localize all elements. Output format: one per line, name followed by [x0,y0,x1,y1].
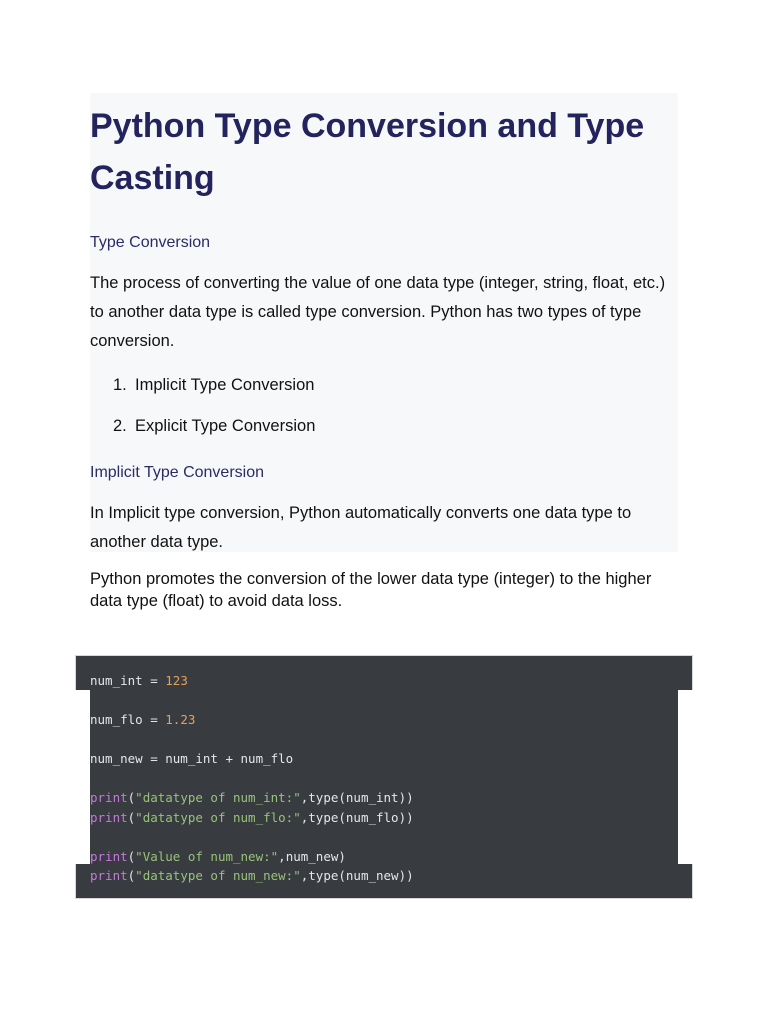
section-heading-type-conversion: Type Conversion [90,234,211,251]
code-line [90,749,414,769]
code-token: print [90,809,128,825]
code-token: ,type(num_new)) [300,868,414,883]
code-line [90,808,414,828]
code-token: num_new = num_int + num_flo [90,751,294,766]
code-token: "datatype of num_int:" [135,790,301,805]
code-token: num_int = [90,673,166,688]
code-token: 1.23 [165,712,196,727]
code-token: ,type(num_int)) [300,790,414,805]
page-title: Python Type Conversion and Type Casting [90,107,645,197]
list-item-label: Implicit Type Conversion [135,376,315,394]
section-heading-implicit-conversion: Implicit Type Conversion [90,464,264,481]
code-line [90,671,414,691]
code-token: num_flo = [90,712,166,727]
list-item-number: 1. [113,376,127,394]
list-item-label: Explicit Type Conversion [135,417,316,435]
code-token: ( [127,868,136,883]
code-token: ,type(num_flo)) [300,809,414,825]
implicit-conversion-paragraph: In Implicit type conversion, Python automatically converts one data type to another data type. [90,504,632,551]
code-blank-line [90,730,414,750]
code-line [90,866,414,886]
code-blank-line [90,691,414,711]
conversion-types-list [90,372,650,454]
code-line [90,847,414,867]
code-token: print [90,790,128,805]
type-conversion-paragraph: The process of converting the value of one data type (integer, string, float, etc.) to another data type is called type conversion. Python has two types of type conversion. [90,274,666,350]
code-token: 123 [165,673,188,688]
code-line [90,710,414,730]
data-loss-note: Python promotes the conversion of the lower data type (integer) to the higher data type (float) to avoid data loss. [90,570,652,610]
code-token: "datatype of num_flo:" [135,809,301,825]
list-item [90,372,650,413]
code-line [90,788,414,808]
code-blank-line [90,827,414,847]
code-block-right-edge [678,690,693,864]
code-token: "datatype of num_new:" [135,868,301,883]
code-token: print [90,868,128,883]
code-token: ( [127,809,136,825]
code-token: "Value of num_new:" [135,848,279,864]
code-lines [90,671,414,886]
code-block-left-edge [75,690,90,864]
list-item-number: 2. [113,417,127,435]
code-token: ( [127,848,136,864]
list-item [90,413,650,454]
code-token: ( [127,790,136,805]
code-token: ,num_new) [278,848,346,864]
code-token: print [90,848,128,864]
code-blank-line [90,769,414,789]
